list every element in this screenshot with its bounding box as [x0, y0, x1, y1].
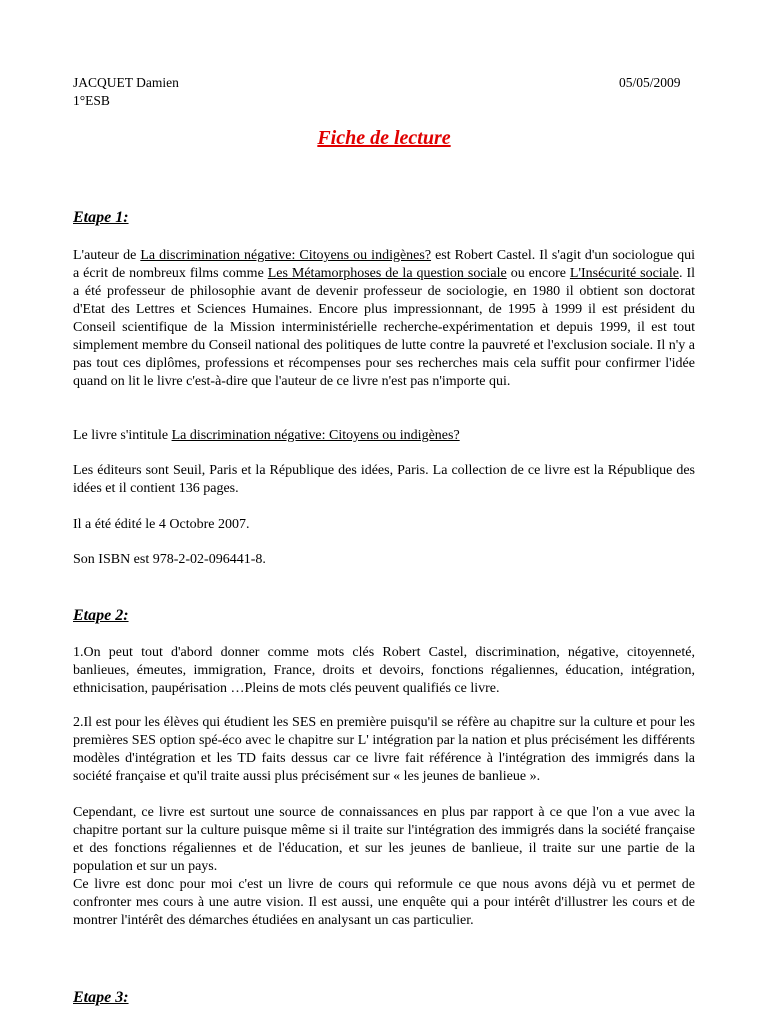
- section-heading-etape-3: Etape 3:: [73, 989, 129, 1006]
- book-title-reference: La discrimination négative: Citoyens ou indigènes?: [140, 248, 432, 263]
- document-date: 05/05/2009: [619, 75, 681, 90]
- class-label: 1°ESB: [73, 93, 110, 108]
- author-name: JACQUET Damien: [73, 75, 179, 90]
- paragraph-edition-date: Il a été édité le 4 Octobre 2007.: [73, 517, 250, 532]
- paragraph-conclusion: Ce livre est donc pour moi c'est un livre de cours qui reformule ce que nous avons déjà vu et permet de confronter mes cours à une autre vision. Il est aussi, une enquête qui a pour intérêt d'illustrer les cours et de montrer l'intérêt des démarches étudiées en analysant un cas particulier.: [73, 877, 695, 928]
- section-heading-etape-2: Etape 2:: [73, 607, 129, 624]
- book-title-reference: La discrimination négative: Citoyens ou indigènes?: [171, 428, 460, 443]
- paragraph-audience: 2.Il est pour les élèves qui étudient les SES en première puisqu'il se réfère au chapitre sur la culture et pour les premières SES option spé-éco avec le chapitre sur L' intégration par la nation et plus précisément les différents modèles d'intégration et les TD faits dessus car ce livre fait référence à l'intégration des immigrés dans la société française et qu'il traite aussi plus précisément sur « les jeunes de banlieue ».: [73, 715, 695, 784]
- paragraph-publishers: Les éditeurs sont Seuil, Paris et la République des idées, Paris. La collection de ce livre est la République des idées et il contient 136 pages.: [73, 463, 695, 496]
- paragraph-author-bio: [73, 247, 695, 391]
- book-title-reference: Les Métamorphoses de la question sociale: [267, 266, 507, 281]
- paragraph-text: est Robert Castel. Il s'agit d'un sociologue qui a écrit de nombreux films comme: [73, 248, 695, 281]
- document-title: Fiche de lecture: [317, 127, 451, 149]
- paragraph-book-title: [73, 427, 695, 445]
- section-heading-etape-1: Etape 1:: [73, 209, 129, 226]
- paragraph-isbn: Son ISBN est 978-2-02-096441-8.: [73, 552, 266, 567]
- paragraph-text: Le livre s'intitule: [73, 428, 172, 443]
- paragraph-knowledge: Cependant, ce livre est surtout une source de connaissances en plus par rapport à ce que l'on a vue avec la chapitre portant sur la culture puisque même si il traite sur l'intégration des immigrés dans la société française et des fonctions régaliennes et de l'éducation, et sur les jeunes de banlieue, il traite sur une partie de la population et sur un pays.: [73, 805, 695, 874]
- book-title-reference: L'Insécurité sociale: [569, 266, 679, 281]
- paragraph-text: . Il a été professeur de philosophie avant de devenir professeur de sociologie, en 1980 il obtient son doctorat d'Etat des Lettres et Sciences Humaines. Encore plus impressionnant, de 1995 à 1999 il est président du Conseil scientifique de la Mission interministérielle recherche-expérimentation et depuis 1999, il est tout simplement membre du Conseil national des politiques de lutte contre la pauvreté et l'exclusion sociale. Il n'y a pas tout ces diplômes, professions et récompenses pour ses recherches mais cela suffit pour confirmer l'idée quand on lit le livre c'est-à-dire que l'auteur de ce livre n'est pas n'importe qui.: [73, 266, 695, 389]
- paragraph-text: L'auteur de: [73, 248, 141, 263]
- paragraph-keywords: 1.On peut tout d'abord donner comme mots clés Robert Castel, discrimination, négative, citoyenneté, banlieues, émeutes, immigration, France, droits et devoirs, fonctions régaliennes, éducation, intégration, ethnicisation, paupérisation …Pleins de mots clés peuvent qualifiés ce livre.: [73, 645, 695, 696]
- paragraph-text: ou encore: [506, 266, 570, 281]
